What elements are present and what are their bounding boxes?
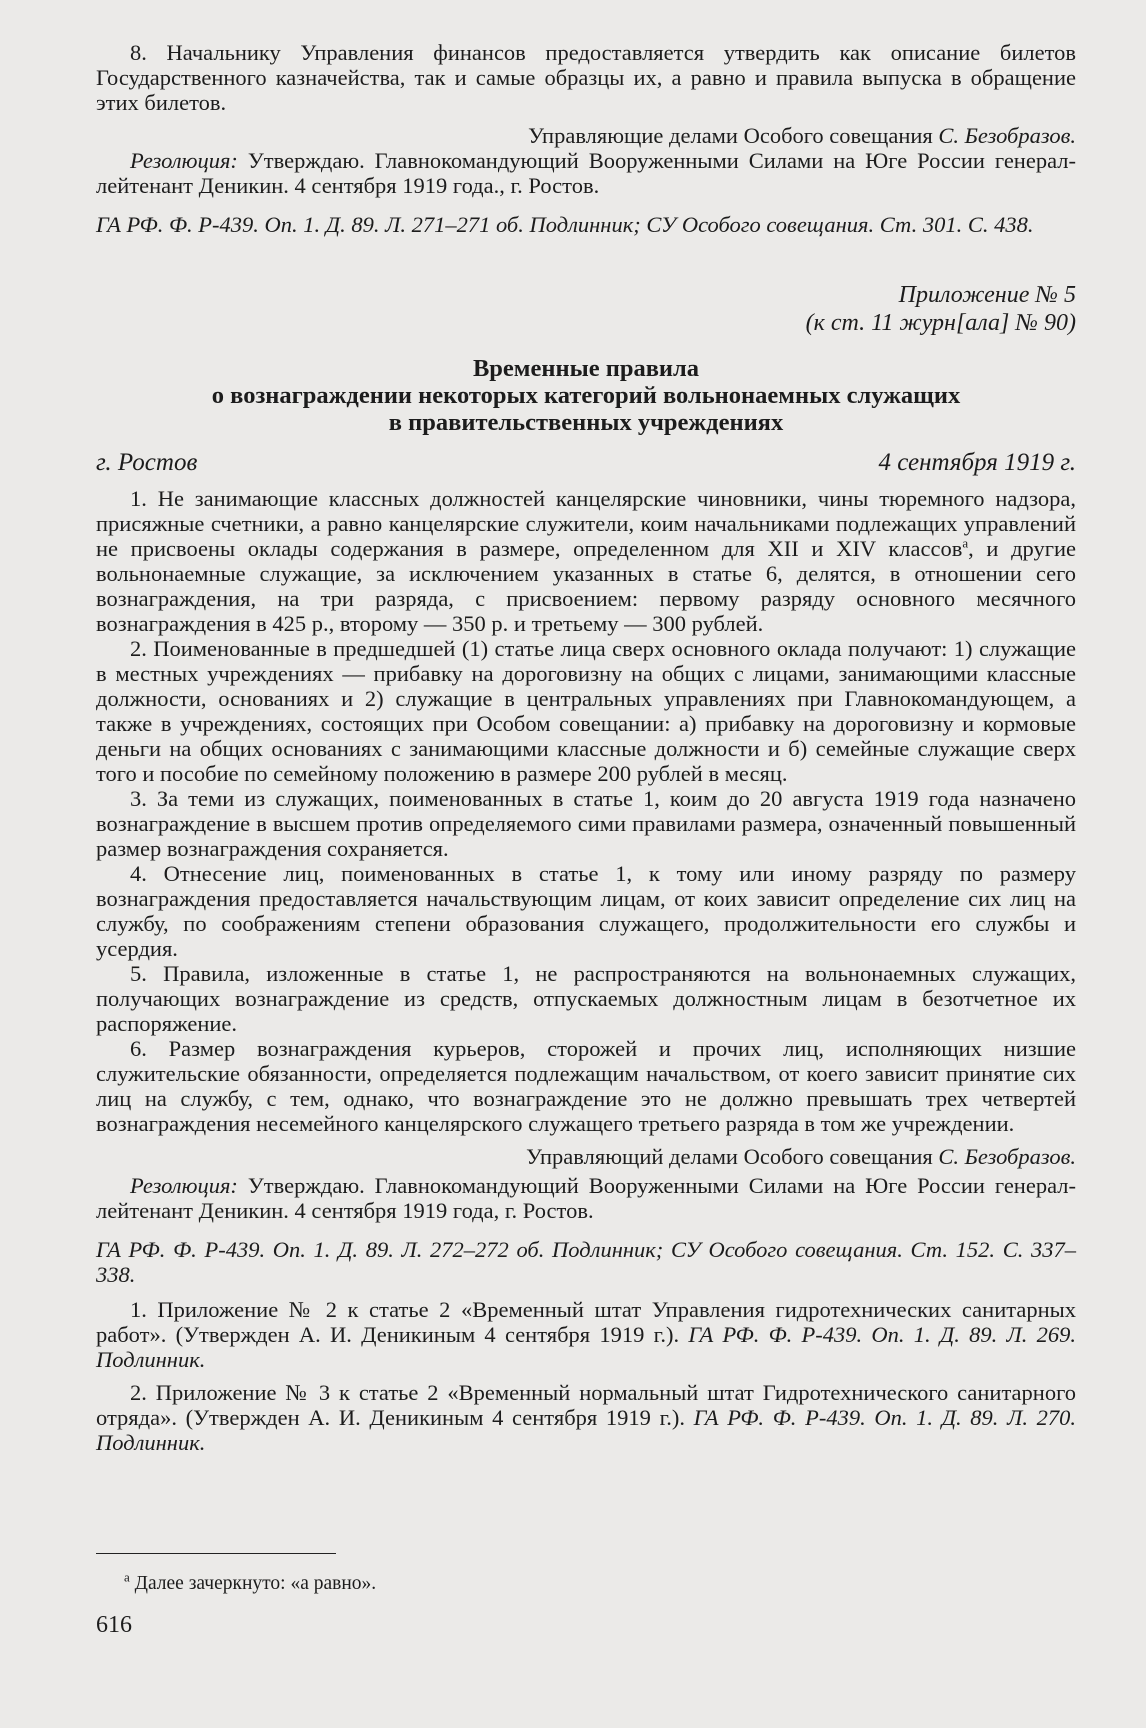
signature-2-name: С. Безобразов. (938, 1144, 1076, 1169)
archive-citation-2: ГА РФ. Ф. Р-439. Оп. 1. Д. 89. Л. 272–272 об. Подлинник; СУ Особого совещания. Ст. 152. С. 337–338. (96, 1237, 1076, 1287)
archive-citation-1: ГА РФ. Ф. Р-439. Оп. 1. Д. 89. Л. 271–271 об. Подлинник; СУ Особого совещания. Ст. 301. С. 438. (96, 212, 1034, 237)
title-line-2: о вознаграждении некоторых категорий вольнонаемных служащих (211, 382, 961, 409)
page-number: 616 (96, 1612, 132, 1638)
rule-1-text-before: 1. Не занимающие классных должностей канцелярские чиновники, чины тюремного надзора, присяжные счетники, а равно канцелярские служители, коим начальниками подлежащих управлений не присвоены оклады содержания в размере, определенном для XII и XIV классов (96, 486, 1076, 561)
appendix-reference: (к ст. 11 журн[ала] № 90) (805, 310, 1076, 336)
rule-1-paragraph (96, 486, 1076, 636)
appendix-number: Приложение № 5 (898, 282, 1076, 308)
rule-6-paragraph: 6. Размер вознаграждения курьеров, сторожей и прочих лиц, исполняющих низшие служительские обязанности, определяется подлежащим начальством, от коего зависит принятие сих лиц на службу, с тем, однако, что вознаграждение это не должно превышать трех четвертей вознаграждения несемейного канцелярского служащего третьего разряда в том же учреждении. (96, 1036, 1076, 1136)
title-line-1: Временные правила (472, 355, 700, 382)
signature-1-title: Управляющие делами Особого совещания (528, 123, 939, 148)
place-date-line (96, 448, 1076, 478)
main-text (96, 40, 1076, 1455)
footnote-marker-label: а (124, 1569, 130, 1585)
note-1-citation: ГА РФ. Ф. Р-439. Оп. 1. Д. 89. Л. 269. Подлинник. (96, 1322, 1076, 1372)
signature-1 (96, 123, 1076, 148)
note-2-text: 2. Приложение № 3 к статье 2 «Временный нормальный штат Гидротехнического санитарного отряда». (Утвержден А. И. Деникиным 4 сентября 1919 г.). (96, 1380, 1076, 1430)
resolution-1 (96, 148, 1076, 198)
note-1-paragraph (96, 1297, 1076, 1372)
note-2-citation: ГА РФ. Ф. Р-439. Оп. 1. Д. 89. Л. 270. Подлинник. (96, 1405, 1076, 1455)
note-1-text: 1. Приложение № 2 к статье 2 «Временный штат Управления гидротехнических санитарных работ». (Утвержден А. И. Деникиным 4 сентября 1919 г.). (96, 1297, 1076, 1347)
resolution-2-label: Резолюция: (130, 1173, 238, 1198)
place: г. Ростов (96, 449, 198, 476)
appendix-heading (96, 281, 1076, 337)
rule-3-paragraph: 3. За теми из служащих, поименованных в статье 1, коим до 20 августа 1919 года назначено вознаграждение в высшем против определяемого сими правилами размера, означенный повышенный размер вознаграждения сохраняется. (96, 786, 1076, 861)
title-line-3: в правительственных учреждениях (388, 409, 784, 436)
item-8-paragraph: 8. Начальнику Управления финансов предоставляется утвердить как описание билетов Государственного казначейства, так и самые образцы их, а равно и правила выпуска в обращение этих билетов. (96, 40, 1076, 115)
date: 4 сентября 1919 г. (878, 449, 1076, 476)
resolution-2-text: Утверждаю. Главнокомандующий Вооруженными Силами на Юге России генерал-лейтенант Деникин. 4 сентября 1919 года, г. Ростов. (96, 1173, 1076, 1223)
footnote (124, 1569, 377, 1596)
rule-2-paragraph: 2. Поименованные в предшедшей (1) статье лица сверх основного оклада получают: 1) служащие в местных учреждениях — прибавку на дороговизну на общих с лицами, занимающими классные должности, основаниях и 2) служащие в центральных управлениях при Главнокомандующем, а также в учреждениях, состоящих при Особом совещании: а) прибавку на дороговизну и кормовые деньги на общих основаниях с занимающими классные должности и б) семейные служащие сверх того и пособие по семейному положению в размере 200 рублей в месяц. (96, 636, 1076, 786)
signature-2 (96, 1144, 1076, 1169)
document-title (96, 355, 1076, 436)
resolution-1-text: Утверждаю. Главнокомандующий Вооруженными Силами на Юге России генерал-лейтенант Деникин. 4 сентября 1919 года., г. Ростов. (96, 148, 1076, 198)
signature-1-name: С. Безобразов. (938, 123, 1076, 148)
signature-2-title: Управляющий делами Особого совещания (526, 1144, 939, 1169)
rule-5-paragraph: 5. Правила, изложенные в статье 1, не распространяются на вольнонаемных служащих, получающих вознаграждение из средств, отпускаемых должностным лицам в безотчетное их распоряжение. (96, 961, 1076, 1036)
note-2-paragraph (96, 1380, 1076, 1455)
footnote-divider (96, 1553, 336, 1554)
footnote-text: Далее зачеркнуто: «а равно». (129, 1573, 377, 1594)
rule-4-paragraph: 4. Отнесение лиц, поименованных в статье 1, к тому или иному разряду по размеру вознаграждения предоставляется начальствующим лицам, от коих зависит определение сих лиц на службу, по соображениям степени образования служащего, продолжительности его службы и усердия. (96, 861, 1076, 961)
resolution-1-label: Резолюция: (130, 148, 238, 173)
rule-1-text-after: , и другие вольнонаемные служащие, за исключением указанных в статье 6, делятся, в отношении сего вознаграждения, на три разряда, с присвоением: первому разряду основного месячного вознаграждения в 425 р., второму — 350 р. и третьему — 300 рублей. (96, 536, 1076, 636)
resolution-2 (96, 1173, 1076, 1223)
footnote-marker: а (962, 535, 969, 551)
